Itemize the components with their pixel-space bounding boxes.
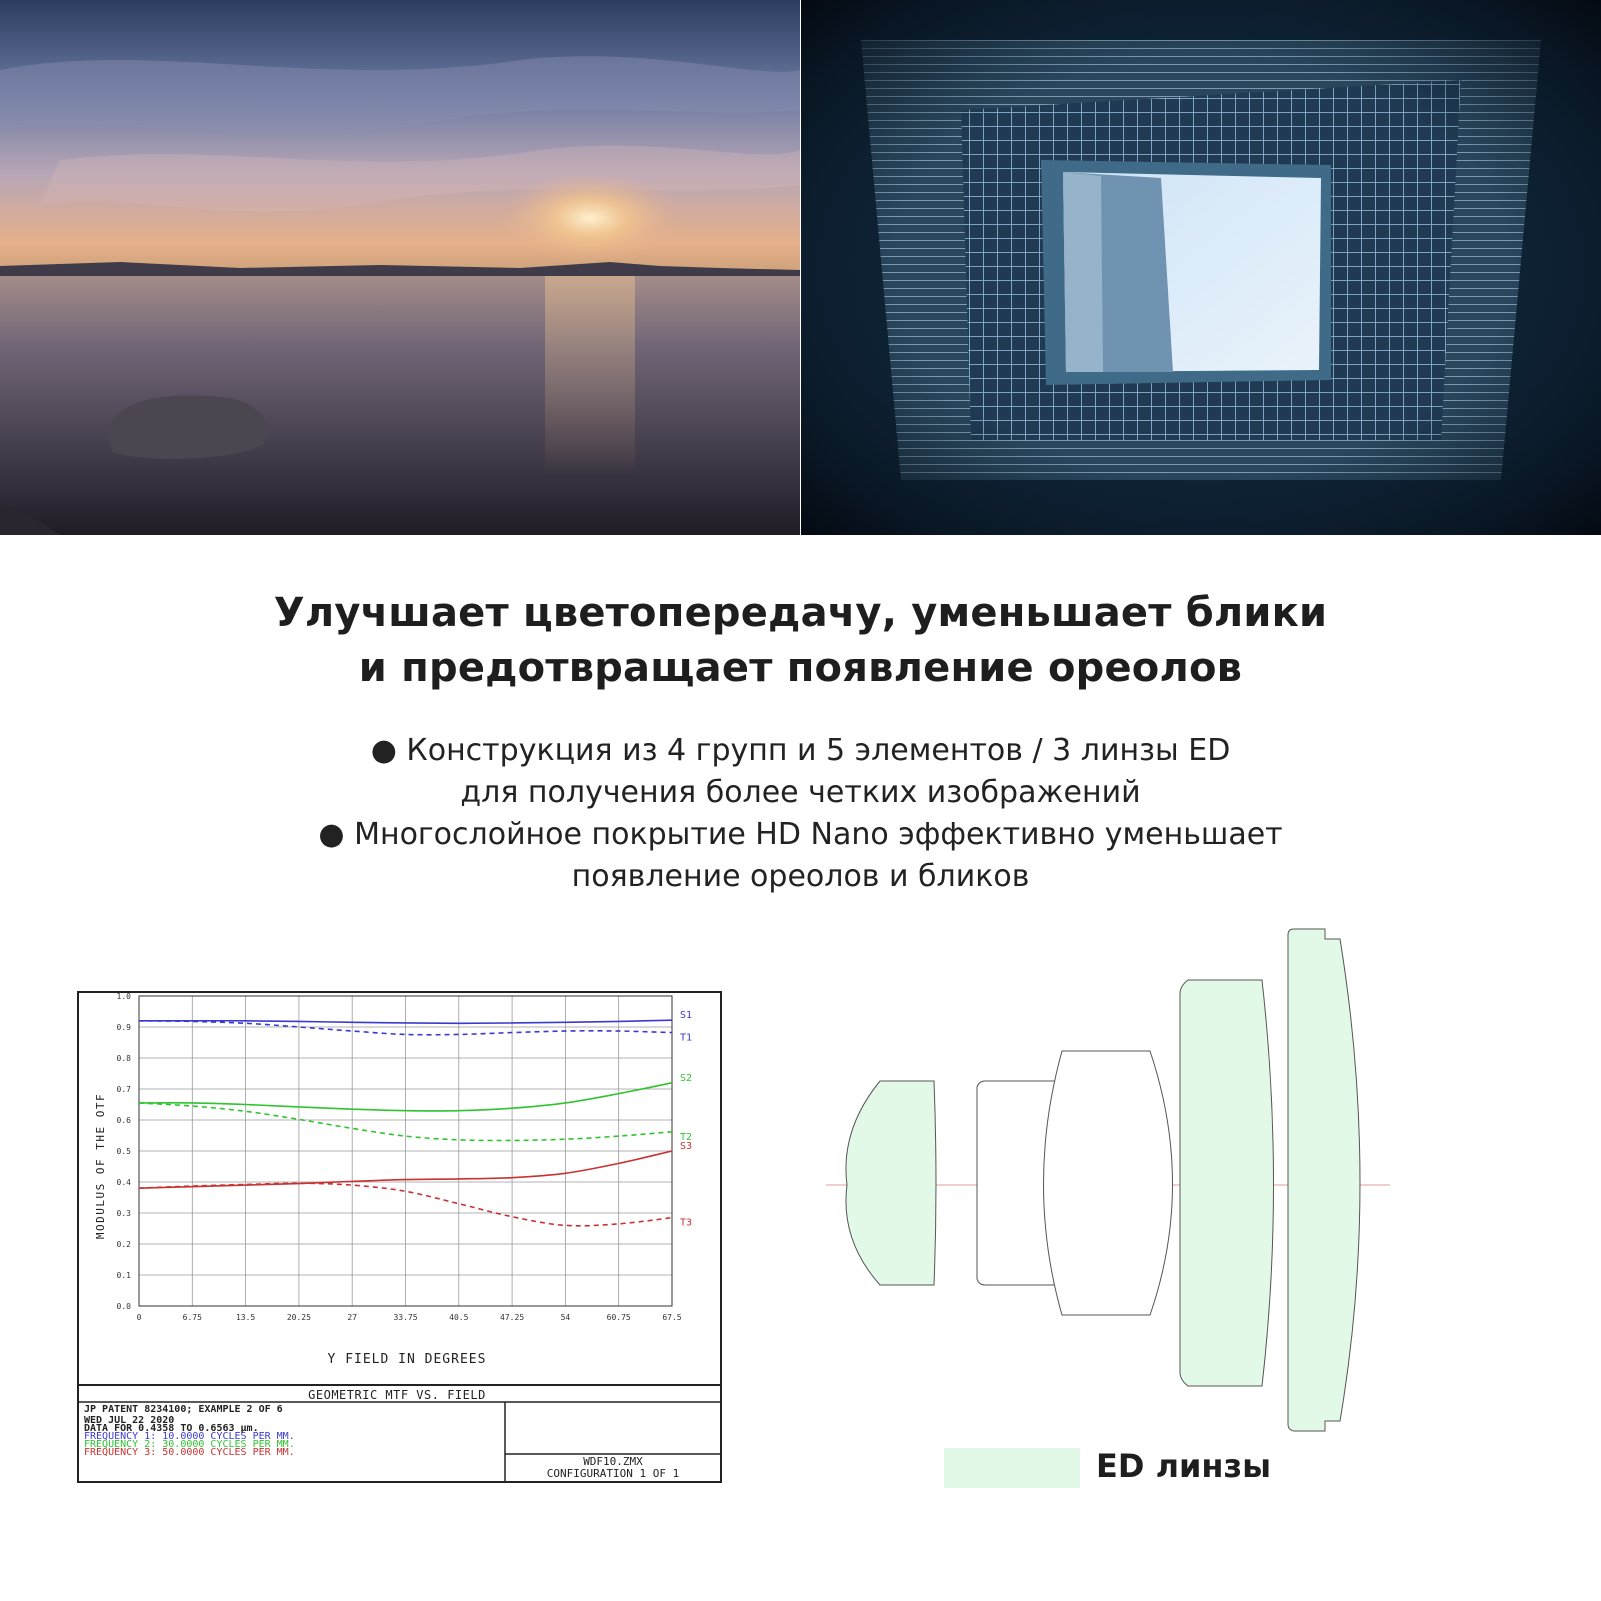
y-tick-label: 0.2 (116, 1240, 131, 1249)
ed-lens-legend-swatch (944, 1448, 1080, 1488)
feature-list (0, 730, 1601, 898)
ed-lens-legend-label: ED линзы (1096, 1447, 1272, 1485)
x-tick-label: 13.5 (235, 1313, 256, 1322)
lens-element-1 (846, 1081, 936, 1285)
frequency-3-label: FREQUENCY 3: 50.0000 CYCLES PER MM. (84, 1447, 295, 1458)
y-tick-label: 1.0 (116, 992, 131, 1001)
series-label-t3: T3 (680, 1217, 693, 1229)
y-tick-label: 0.5 (116, 1147, 131, 1156)
feature-1-line-1: ● Конструкция из 4 групп и 5 элементов / 3 линзы ED (370, 733, 1231, 768)
chart-info-2: WED JUL 22 2020 (84, 1415, 175, 1426)
y-tick-label: 0.4 (116, 1178, 131, 1187)
configuration-label: CONFIGURATION 1 OF 1 (546, 1467, 680, 1480)
x-axis-label: Y FIELD IN DEGREES (327, 1352, 487, 1367)
headline-line-1: Улучшает цветопередачу, уменьшает блики (273, 590, 1328, 636)
series-label-s1: S1 (680, 1010, 693, 1022)
headline-line-2: и предотвращает появление ореолов (358, 645, 1243, 691)
building-fisheye-photo (801, 0, 1601, 535)
y-tick-label: 0.1 (116, 1271, 131, 1280)
chart-title: GEOMETRIC MTF VS. FIELD (308, 1388, 486, 1402)
x-tick-label: 47.25 (500, 1313, 525, 1322)
lake-sunset-photo (0, 0, 800, 535)
y-tick-label: 0.0 (116, 1302, 131, 1311)
x-tick-label: 60.75 (606, 1313, 631, 1322)
y-tick-label: 0.8 (116, 1054, 131, 1063)
series-label-t2: T2 (680, 1131, 693, 1143)
x-tick-label: 20.25 (286, 1313, 311, 1322)
x-tick-label: 6.75 (182, 1313, 202, 1322)
lens-diagram (820, 920, 1390, 1445)
y-tick-label: 0.7 (116, 1085, 131, 1094)
chart-info-3: DATA FOR 0.4358 TO 0.6563 µm. (84, 1423, 259, 1434)
series-label-t1: T1 (680, 1032, 693, 1044)
x-tick-label: 40.5 (449, 1313, 469, 1322)
lens-element-4 (1180, 980, 1274, 1386)
x-tick-label: 67.5 (662, 1313, 682, 1322)
mtf-chart (77, 991, 722, 1483)
series-label-s2: S2 (680, 1072, 693, 1084)
feature-2-line-1: ● Многослойное покрытие HD Nano эффективно уменьшает (318, 817, 1283, 852)
y-tick-label: 0.9 (116, 1023, 131, 1032)
x-tick-label: 33.75 (393, 1313, 418, 1322)
file-name: WDF10.ZMX (583, 1455, 643, 1468)
lens-element-3 (1044, 1051, 1173, 1315)
chart-info-1: JP PATENT 8234100; EXAMPLE 2 OF 6 (84, 1404, 283, 1415)
headline (0, 586, 1601, 696)
frequency-2-label: FREQUENCY 2: 30.0000 CYCLES PER MM. (84, 1439, 295, 1450)
x-tick-label: 0 (136, 1313, 142, 1322)
series-label-s3: S3 (680, 1141, 693, 1152)
x-tick-label: 27 (347, 1313, 358, 1322)
feature-2-line-2: появление ореолов и бликов (571, 859, 1030, 894)
x-tick-label: 54 (560, 1313, 571, 1322)
feature-1-line-2: для получения более четких изображений (460, 775, 1141, 810)
y-tick-label: 0.3 (116, 1209, 131, 1218)
lens-element-5 (1288, 929, 1360, 1431)
frequency-1-label: FREQUENCY 1: 10.0000 CYCLES PER MM. (84, 1431, 295, 1442)
y-axis-label: MODULUS OF THE OTF (94, 1092, 107, 1240)
y-tick-label: 0.6 (116, 1116, 131, 1125)
